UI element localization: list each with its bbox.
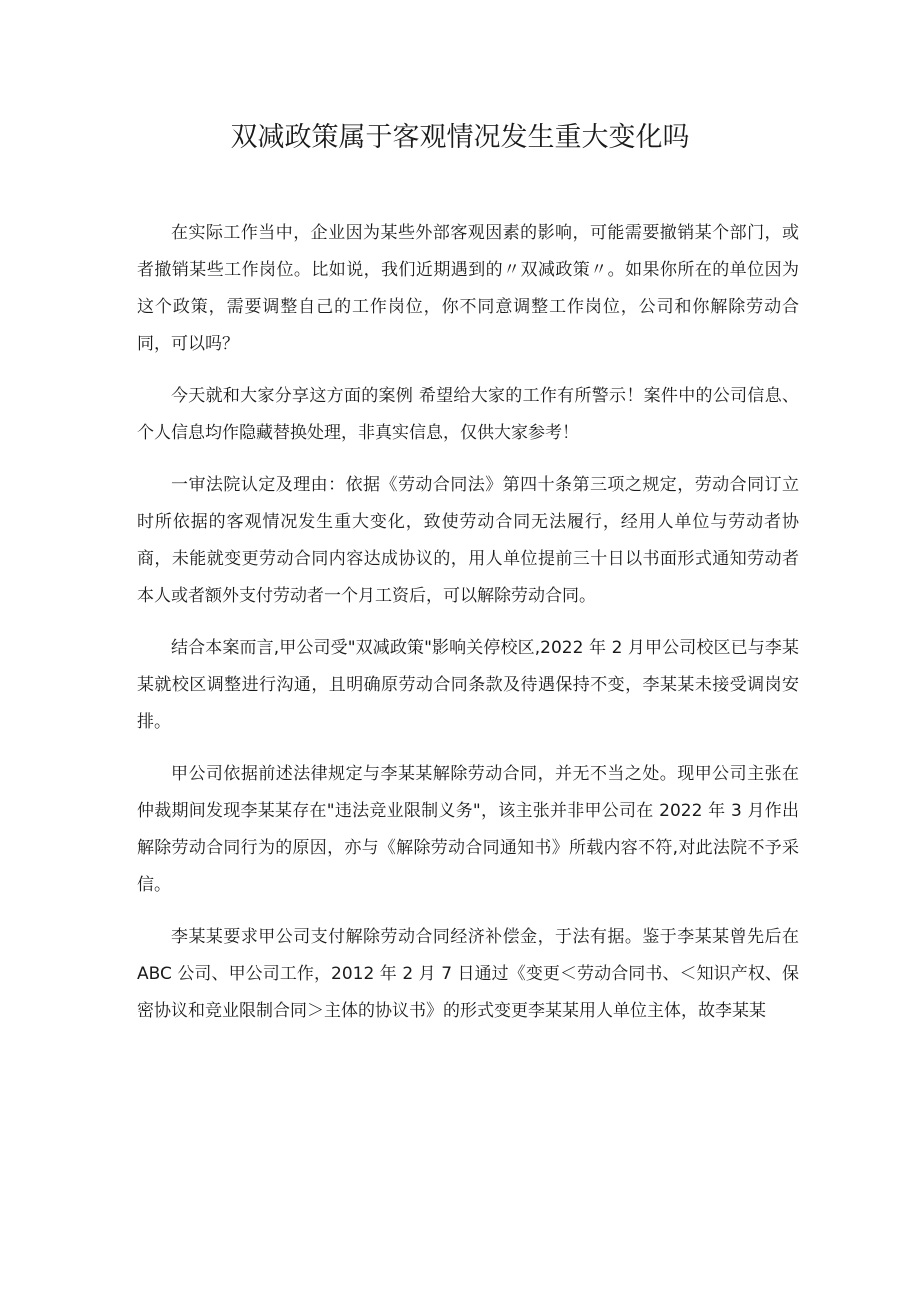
document-body bbox=[137, 215, 799, 1045]
paragraph-court-opinion: 甲公司依据前述法律规定与李某某解除劳动合同，并无不当之处。现甲公司主张在仲裁期间发现李某某存在"违法竞业限制义务"，该主张并非甲公司在 2022 年 3 月作出解除劳动合同行为的原因，亦与《解除劳动合同通知书》所载内容不符,对此法院不予采信。 bbox=[137, 764, 799, 895]
paragraph-first-instance-ruling: 一审法院认定及理由：依据《劳动合同法》第四十条第三项之规定，劳动合同订立时所依据的客观情况发生重大变化，致使劳动合同无法履行，经用人单位与劳动者协商，未能就变更劳动合同内容达成协议的，用人单位提前三十日以书面形式通知劳动者本人或者额外支付劳动者一个月工资后，可以解除劳动合同。 bbox=[137, 475, 799, 606]
paragraph-case-sharing: 今天就和大家分享这方面的案例 希望给大家的工作有所警示！案件中的公司信息、个人信息均作隐藏替换处理，非真实信息，仅供大家参考！ bbox=[137, 386, 799, 443]
paragraph-compensation: 李某某要求甲公司支付解除劳动合同经济补偿金，于法有据。鉴于李某某曾先后在 ABC 公司、甲公司工作，2012 年 2 月 7 日通过《变更＜劳动合同书、＜知识产权、保密协议和竞业限制合同＞主体的协议书》的形式变更李某某用人单位主体，故李某某 bbox=[137, 927, 799, 1021]
document-title: 双减政策属于客观情况发生重大变化吗 bbox=[230, 122, 690, 153]
paragraph-case-facts: 结合本案而言,甲公司受"双减政策"影响关停校区,2022 年 2 月甲公司校区已与李某某就校区调整进行沟通，且明确原劳动合同条款及待遇保持不变，李某某未接受调岗安排。 bbox=[137, 638, 799, 732]
paragraph-intro: 在实际工作当中，企业因为某些外部客观因素的影响，可能需要撤销某个部门，或者撤销某些工作岗位。比如说，我们近期遇到的〃双减政策〃。如果你所在的单位因为这个政策，需要调整自己的工作岗位，你不同意调整工作岗位，公司和你解除劳动合同，可以吗？ bbox=[137, 223, 799, 354]
